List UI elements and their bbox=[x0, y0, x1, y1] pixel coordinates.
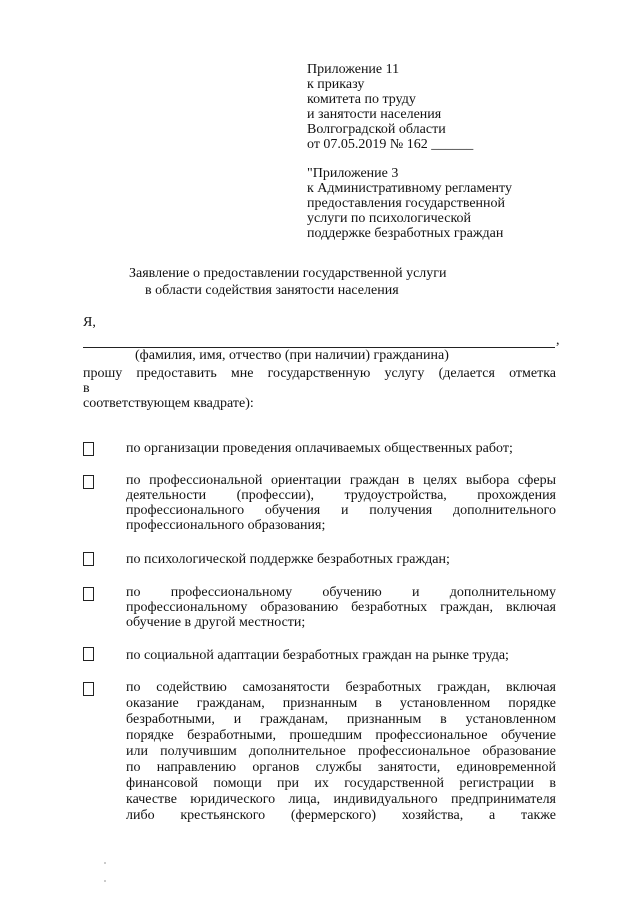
scan-speck bbox=[104, 862, 106, 864]
service-option-line: по содействию самозанятости безработных граждан, включая bbox=[126, 680, 556, 695]
request-line: соответствующем квадрате): bbox=[83, 396, 254, 411]
service-option-line: оказание гражданам, признанным в установленном порядке bbox=[126, 696, 556, 711]
scan-speck bbox=[104, 880, 106, 882]
order-appendix-line: Приложение 11 bbox=[307, 62, 400, 77]
request-line: прошу предоставить мне государственную услугу (делается отметка bbox=[83, 366, 556, 381]
order-appendix-line: Волгоградской области bbox=[307, 122, 446, 137]
service-option-public-works bbox=[126, 441, 556, 456]
service-option-line: профессионального обучения и получения дополнительного bbox=[126, 503, 556, 518]
service-option-line: по профессиональной ориентации граждан в целях выбора сферы bbox=[126, 473, 556, 488]
service-option-line: профессионального образования; bbox=[126, 518, 326, 533]
applicant-comma: , bbox=[556, 333, 560, 348]
service-option-line: по социальной адаптации безработных граждан на рынке труда; bbox=[126, 648, 509, 663]
order-appendix-header bbox=[307, 62, 607, 152]
service-option-line: безработными, и гражданам, признанным в установленном bbox=[126, 712, 556, 727]
service-option-line: порядке безработными, прошедшим профессиональное обучение bbox=[126, 728, 556, 743]
service-option-line: финансовой помощи при их государственной регистрации в bbox=[126, 776, 556, 791]
applicant-pronoun: Я, bbox=[83, 315, 96, 330]
service-option-line: по направлению органов службы занятости, единовременной bbox=[126, 760, 556, 775]
regulation-appendix-line: к Административному регламенту bbox=[307, 181, 512, 196]
service-checkbox-social-adaptation[interactable] bbox=[83, 647, 94, 661]
regulation-appendix-line: поддержке безработных граждан bbox=[307, 226, 504, 241]
service-option-line: по организации проведения оплачиваемых общественных работ; bbox=[126, 441, 513, 456]
service-option-line: деятельности (профессии), трудоустройства, прохождения bbox=[126, 488, 556, 503]
service-option-career-guidance bbox=[126, 473, 556, 533]
service-checkbox-vocational-training[interactable] bbox=[83, 587, 94, 601]
request-line: в bbox=[83, 381, 90, 396]
service-checkbox-career-guidance[interactable] bbox=[83, 475, 94, 489]
service-option-line: по профессиональному обучению и дополнительному bbox=[126, 585, 556, 600]
service-option-line: профессиональному образованию безработных граждан, включая bbox=[126, 600, 556, 615]
service-option-line: качестве юридического лица, индивидуального предпринимателя bbox=[126, 792, 556, 807]
service-checkbox-psychological-support[interactable] bbox=[83, 552, 94, 566]
service-checkbox-public-works[interactable] bbox=[83, 442, 94, 456]
service-option-social-adaptation bbox=[126, 648, 556, 663]
service-option-line: либо крестьянского (фермерского) хозяйства, а также bbox=[126, 808, 556, 823]
service-option-line: по психологической поддержке безработных граждан; bbox=[126, 552, 450, 567]
applicant-name-caption: (фамилия, имя, отчество (при наличии) гражданина) bbox=[135, 348, 449, 363]
service-option-vocational-training bbox=[126, 585, 556, 630]
form-title-line-2: в области содействия занятости населения bbox=[145, 283, 399, 298]
service-option-line: или получившим дополнительное профессиональное образование bbox=[126, 744, 556, 759]
service-option-line: обучение в другой местности; bbox=[126, 615, 306, 630]
order-appendix-line: и занятости населения bbox=[307, 107, 442, 122]
regulation-appendix-line: услуги по психологической bbox=[307, 211, 472, 226]
regulation-appendix-line: "Приложение 3 bbox=[307, 166, 399, 181]
service-option-self-employment bbox=[126, 680, 556, 824]
order-appendix-line: к приказу bbox=[307, 77, 365, 92]
form-title-line-1: Заявление о предоставлении государственной услуги bbox=[129, 266, 447, 281]
service-checkbox-self-employment[interactable] bbox=[83, 682, 94, 696]
regulation-appendix-header bbox=[307, 166, 607, 241]
order-appendix-line: комитета по труду bbox=[307, 92, 416, 107]
regulation-appendix-line: предоставления государственной bbox=[307, 196, 506, 211]
service-option-psychological-support bbox=[126, 552, 556, 567]
order-appendix-line: от 07.05.2019 № 162 ______ bbox=[307, 137, 474, 152]
request-text bbox=[83, 366, 556, 411]
